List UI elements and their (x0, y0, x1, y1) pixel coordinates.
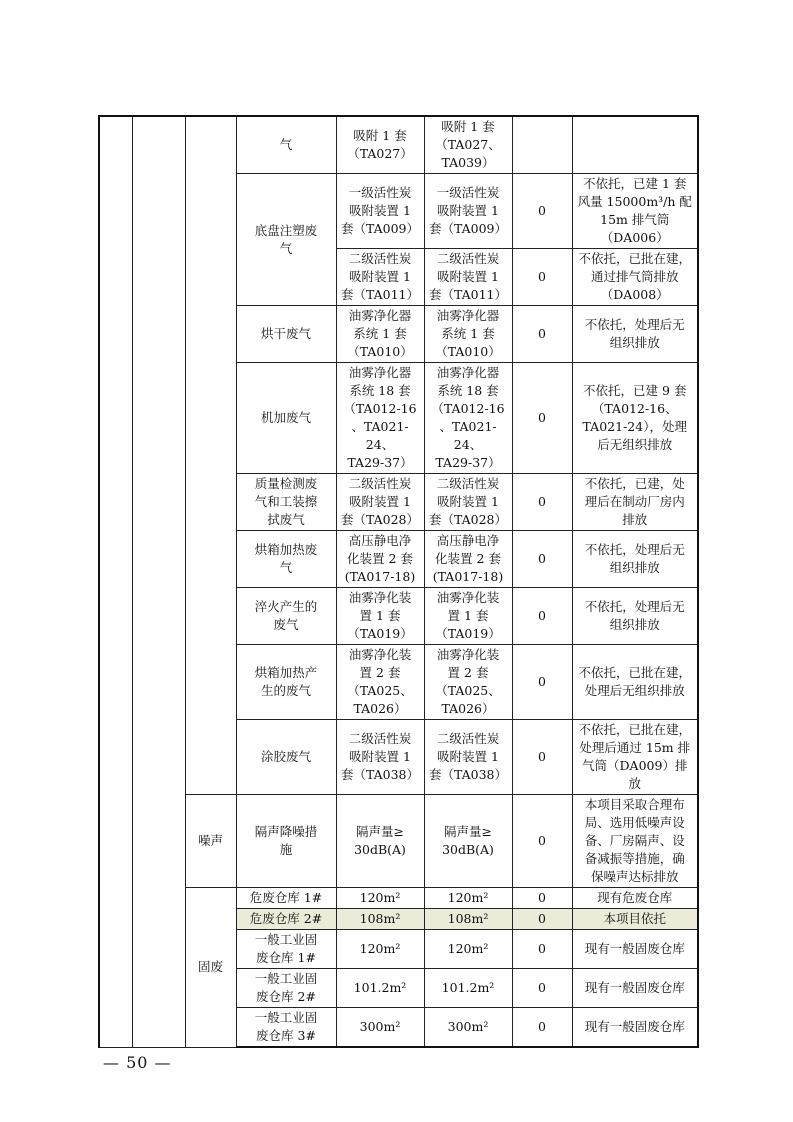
table-cell: 涂胶废气 (236, 720, 336, 795)
table-cell: 高压静电净 化装置 2 套 (TA017-18) (424, 531, 512, 588)
table-cell: 淬火产生的 废气 (236, 588, 336, 645)
table-cell: 二级活性炭 吸附装置 1 套（TA038） (424, 720, 512, 795)
table-cell: 隔声降噪措 施 (236, 795, 336, 888)
table-cell: 0 (512, 969, 572, 1008)
table-cell: 不依托，处理后无 组织排放 (572, 306, 698, 363)
table-cell: 隔声量≥ 30dB(A) (336, 795, 424, 888)
table-cell: 0 (512, 1008, 572, 1048)
table-cell: 120m² (424, 930, 512, 969)
blank-col-3 (185, 116, 236, 795)
table-cell: 一级活性炭 吸附装置 1 套（TA009） (424, 174, 512, 249)
category-noise: 噪声 (185, 795, 236, 888)
table-cell: 高压静电净 化装置 2 套 (TA017-18) (336, 531, 424, 588)
table-cell: 油雾净化器 系统 1 套 （TA010） (336, 306, 424, 363)
table-cell: 0 (512, 888, 572, 909)
table-cell: 油雾净化装 置 2 套 （TA025、 TA026） (336, 645, 424, 720)
table-cell: 危废仓库 1# (236, 888, 336, 909)
table-cell: 油雾净化器 系统 18 套 （TA012-16 、TA021-24、 TA29-37） (424, 363, 512, 474)
table-cell: 二级活性炭 吸附装置 1 套（TA011） (424, 249, 512, 306)
table-cell: 烘箱加热产 生的废气 (236, 645, 336, 720)
table-cell: 0 (512, 474, 572, 531)
table-row (99, 116, 698, 174)
table-cell: 一般工业固 废仓库 1# (236, 930, 336, 969)
table-cell: 现有危废仓库 (572, 888, 698, 909)
table-cell: 101.2m² (424, 969, 512, 1008)
table-cell: 0 (512, 645, 572, 720)
table-cell: 0 (512, 930, 572, 969)
table-cell: 烘箱加热废 气 (236, 531, 336, 588)
table-cell: 101.2m² (336, 969, 424, 1008)
table-cell: 二级活性炭 吸附装置 1 套（TA028） (424, 474, 512, 531)
table-cell: 危废仓库 2# (236, 909, 336, 930)
table-cell: 一般工业固 废仓库 2# (236, 969, 336, 1008)
table-cell: 底盘注塑废 气 (236, 174, 336, 306)
table-cell: 油雾净化装 置 1 套 （TA019） (336, 588, 424, 645)
table-cell: 本项目采取合理布 局、选用低噪声设 备、厂房隔声、设 备减振等措施，确 保噪声达标排放 (572, 795, 698, 888)
page-number: — 50 — (103, 1053, 172, 1072)
table-cell: 0 (512, 363, 572, 474)
table-cell: 吸附 1 套 （TA027、 TA039） (424, 116, 512, 174)
table-cell: 机加废气 (236, 363, 336, 474)
table-cell (512, 116, 572, 174)
table-cell: 0 (512, 909, 572, 930)
category-solid-waste: 固废 (185, 888, 236, 1048)
table-cell: 108m² (336, 909, 424, 930)
table-cell: 不依托，已批在建， 处理后无组织排放 (572, 645, 698, 720)
table-cell: 0 (512, 249, 572, 306)
table-cell: 不依托，已批在建， 通过排气筒排放 （DA008） (572, 249, 698, 306)
table-cell: 300m² (424, 1008, 512, 1048)
table-cell: 0 (512, 306, 572, 363)
table-cell: 现有一般固废仓库 (572, 930, 698, 969)
table-cell: 质量检测废 气和工装擦 拭废气 (236, 474, 336, 531)
table-row (99, 795, 698, 888)
emission-control-table (98, 115, 699, 1048)
table-cell: 0 (512, 531, 572, 588)
table-cell: 不依托，已建，处 理后在制动厂房内 排放 (572, 474, 698, 531)
table-cell: 油雾净化装 置 2 套 （TA025、 TA026） (424, 645, 512, 720)
table-row (99, 888, 698, 909)
table-cell: 一级活性炭 吸附装置 1 套（TA009） (336, 174, 424, 249)
table-cell: 现有一般固废仓库 (572, 1008, 698, 1048)
table-cell: 吸附 1 套 （TA027） (336, 116, 424, 174)
table-cell: 120m² (336, 930, 424, 969)
table-cell: 0 (512, 588, 572, 645)
table-cell: 油雾净化器 系统 1 套 （TA010） (424, 306, 512, 363)
blank-col-2 (132, 116, 185, 1047)
table-cell: 烘干废气 (236, 306, 336, 363)
table-cell: 隔声量≥ 30dB(A) (424, 795, 512, 888)
table-cell: 一般工业固 废仓库 3# (236, 1008, 336, 1048)
table-cell: 现有一般固废仓库 (572, 969, 698, 1008)
table-cell: 不依托，已建 9 套 （TA012-16、 TA021-24），处理 后无组织排放 (572, 363, 698, 474)
table-cell: 气 (236, 116, 336, 174)
table-cell: 0 (512, 795, 572, 888)
table-cell: 油雾净化装 置 1 套 （TA019） (424, 588, 512, 645)
table-cell: 120m² (336, 888, 424, 909)
table-cell: 120m² (424, 888, 512, 909)
table-cell: 108m² (424, 909, 512, 930)
table-cell: 0 (512, 174, 572, 249)
table-cell: 二级活性炭 吸附装置 1 套（TA028） (336, 474, 424, 531)
blank-col-1 (99, 116, 132, 1047)
table-cell: 300m² (336, 1008, 424, 1048)
table-cell: 不依托，已批在建， 处理后通过 15m 排 气筒（DA009）排 放 (572, 720, 698, 795)
table-cell: 本项目依托 (572, 909, 698, 930)
table-cell: 二级活性炭 吸附装置 1 套（TA011） (336, 249, 424, 306)
table-cell: 二级活性炭 吸附装置 1 套（TA038） (336, 720, 424, 795)
table-cell: 不依托，已建 1 套 风量 15000m³/h 配 15m 排气筒 （DA006） (572, 174, 698, 249)
table-cell: 不依托，处理后无 组织排放 (572, 531, 698, 588)
table-cell: 油雾净化器 系统 18 套 （TA012-16 、TA021-24、 TA29-37） (336, 363, 424, 474)
table-cell (572, 116, 698, 174)
table-cell: 0 (512, 720, 572, 795)
table-cell: 不依托，处理后无 组织排放 (572, 588, 698, 645)
